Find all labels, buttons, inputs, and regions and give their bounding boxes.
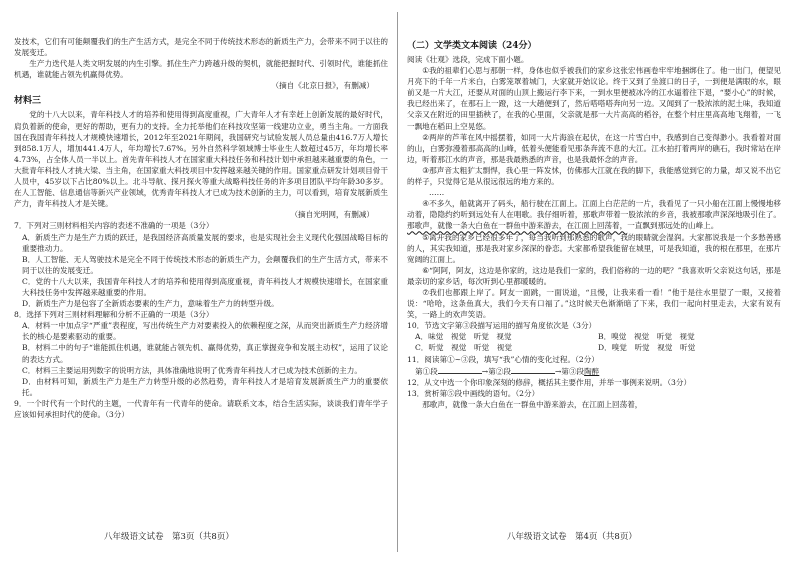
q8-option-a: A．材料一中加点字“严重”表程度，写出传统生产力对要素投入的依赖程度之深，从而突出新质生产力经济增长的核心是要素驱动的重要。 [22, 321, 388, 342]
paragraph-6-number: ⑥ [422, 265, 430, 275]
paragraph-4-number: ④ [422, 199, 430, 209]
q13-quote: 那歌声，就像一条大白鱼在一群鱼中游来游去，在江面上回荡着， [422, 399, 643, 409]
question-7: 7．下列对三则材料相关内容的表述不准确的一项是（3分） [14, 221, 214, 231]
q7-option-b: B．人工智能、无人驾驶技术是完全不同于传统技术形态的新质生产力，会颠覆我们的生产生活方式，带来不同于以往的发展变迁。 [22, 254, 388, 275]
paragraph-2-text: 两岸的芦苇在风中摇摆着，如同一大片海浪在起伏，在这一片雪白中，我感到自己变得渺小。我看着对面的山，白雾弥漫着那高高的山峰，低着头便能看见那条奔流不息的大江。江水拍打着两岸的礁石，我时常站在岸边，听着那江水的声音，那是我最熟悉的声音，也是我最怀念的声音。 [407, 132, 781, 164]
ellipsis: …… [429, 188, 445, 198]
q11-answer-line [407, 365, 781, 377]
question-13: 13．赏析第⑤段中画线的语句。（2分） [407, 388, 540, 398]
material2-continued: 发技术，它们有可能颠覆我们的生产生活方式，是完全不同于传统技术形态的新质生产力，会带来不同于以往的发展变迁。 [14, 37, 388, 58]
paragraph-5 [407, 232, 781, 265]
page-3-footer: 八年级语文试卷 第3页（共8页） [104, 532, 234, 542]
q7-option-d: D．新质生产力是包容了全新质态要素的生产力，意味着生产力的转型升级。 [22, 299, 279, 309]
material2-paragraph: 生产力迭代是人类文明发展的内生引擎。抓住生产力跨越升级的契机，就能把握时代、引领时代，谁能抓住机遇，谁就能占领先机赢得优势。 [14, 59, 388, 80]
reading-instruction: 阅读《壮观》选段，完成下面小题。 [407, 55, 529, 64]
question-12: 12．从文中选一个你印象深刻的修辞，概括其主要作用，并举一事例来说明。（3分） [407, 377, 692, 387]
question-10: 10．节选文字第③段描写运用的描写角度依次是（3分） [407, 321, 597, 331]
question-11: 11．阅读第①~③段，填写“我”心情的变化过程。（2分） [407, 354, 599, 364]
material3-source: （摘自光明网，有删减） [290, 210, 374, 220]
paragraph-3 [407, 165, 781, 187]
q8-option-c: C．材料三主要运用列数字的说明方法，具体准确地说明了优秀青年科技人才已成为技术创新的主力。 [22, 365, 362, 375]
paragraph-7-number: ⑦ [422, 287, 430, 297]
q10-options-row-1 [407, 331, 781, 342]
paragraph-6-text: “阿阿，阿友，这边是你家的，这边是我们一家的，我们俗称的一边的吧？”我喜欢听父亲说这句话，那是最亲切的家乡话，每次听到心里都暖暖的。 [407, 265, 782, 286]
paragraph-6 [407, 265, 781, 287]
q10-options-row-2 [407, 342, 781, 353]
material3-paragraph: 党的十八大以来，青年科技人才的培养和使用得到高度重视，广大青年人才有幸赶上创新发展的最好时代，肩负着新的使命，更好的帮助，更有力的支持。全力托举他们在科技攻坚第一线建功立业，勇当主角。一方面我国在我国青年科技人才规模快速增长，2012年至2021年期间，我国研究与试验发展人员总量由416.7万人增长到858.1万人，增加441.4万人，年均增长7.67%。另外自然科学领域博士毕业生人数超过45万，年均增长率4.73%，占全体人员一半以上。首先青年科技人才在国家重大科技任务和科技计划中承担越来越重要的角色，一大批青年科技人才挑大梁、当主角，在国家重大科技项目中发挥越来越关键的作用。国家重点研发计划项目骨干人员中，45岁以下占比80%以上。北斗导航、探月探火等重大战略科技任务的许多项目团队平均年龄30多岁。在人工智能、信息通信等新兴产业领域，优秀青年科技人才已成为技术创新的主力，可以看到，培育发展新质生产力，青年科技人才是关键。 [14, 110, 388, 209]
q7-option-c: C．党的十八大以来，我国青年科技人才的培养和使用得到高度重视，青年科技人才规模快速增长，在国家重大科技任务中发挥越来越重要的作用。 [22, 276, 388, 297]
paragraph-1-number: ① [422, 66, 430, 76]
q10-option-d: D．嗅觉 听觉 视觉 听觉 [598, 343, 696, 353]
q8-option-d: D．由材料可知，新质生产力是生产力转型升级的必然趋势，青年科技人才是培育发展新质生产力的重要依托。 [22, 376, 388, 397]
page-3-content [14, 36, 388, 420]
paragraph-2 [407, 132, 781, 165]
paragraph-2-number: ② [422, 132, 430, 142]
question-9: 9．一个时代有一个时代的主题，一代青年有一代青年的使命。请联系文本，结合生活实际，谈谈我们青年学子应该如何承担时代的使命。（3分） [14, 398, 388, 419]
page-4-footer: 八年级语文试卷 第4页（共8页） [507, 532, 637, 542]
paragraph-1-text: 我的祖辈们心思与那朝一样，身体也似乎被我们的家乡这张宏伟画卷牢牢地捆绑住了。他一出门，便望见月亮下的千年一片米白，白雾笼罩着城门，大家就开始议论。终于又到了坐渡口的日子，一到便是满眼的水，眼前又是一片大江，还要从对面的山顶上搬运行李下来，一到水里便被冰冷的江水逼着往下退，“要小心”的时候，我已经出来了，在那石上一蹬，这一大趟便到了，然后嗒嗒嗒奔向另一边。又闻到了一股浓浓的泥土味，我知道父亲又在附近的田里插秧了，在我的心里面，父亲就是那一大片高高的稻谷，在整个村庄里高高地飞翔着，一飞一飘地在稻田上空晃悠。 [407, 66, 781, 131]
page-4 [397, 0, 794, 561]
q11-step-3: →第③段 [554, 366, 585, 376]
q11-step-2: →第②段 [481, 366, 511, 376]
paragraph-1 [407, 65, 781, 132]
question-8: 8．选择下列对三则材料理解和分析不正确的一项是（3分） [14, 310, 214, 320]
material2-source: （摘自《北京日报》，有删减） [271, 81, 374, 91]
q10-option-a: A．味觉 视觉 听觉 视觉 [415, 332, 512, 342]
q11-step-1: 第①段 [415, 366, 438, 376]
paragraph-5-text: 离开我的家乡已经很多年了，每当我听到那熟悉的歌声，我的眼睛就会湿润。大家都说我是一个多愁善感的人，其实我知道，那是我对家乡深深的眷恋。大家都希望我能留在城里，可是我知道，我的根在那里，在那片宽阔的江面上。 [407, 232, 781, 264]
section-title: （二）文学类文本阅读（24分） [407, 41, 537, 51]
q7-option-a: A．新质生产力是生产力质的跃迁，是我国经济高质量发展的要求，也是实现社会主义现代化强国战略目标的重要推动力。 [22, 232, 388, 253]
paragraph-4-underlined: 那歌声，就像一条大白鱼在一群鱼中游来游去，在江面上回荡着， [407, 221, 628, 231]
q10-option-c: C．听觉 视觉 听觉 视觉 [415, 343, 512, 353]
q11-given-answer: 陶醉 [584, 366, 600, 376]
q11-blank-1[interactable] [438, 365, 482, 374]
page-4-content [407, 36, 781, 410]
paragraph-3-number: ③ [422, 165, 430, 175]
paragraph-7 [407, 287, 781, 320]
q8-option-b: B．材料二中的句子“谁能抓住机遇，谁就能占领先机、赢得优势，真正掌握竞争和发展主动权”，运用了议论的表达方式。 [22, 343, 388, 364]
paragraph-4-text: 不多久，船就离开了码头，船行驶在江面上。江面上白茫茫的一片，我看见了一只小船在江面上慢慢地移动着，隐隐约约听到远处有人在唱歌。我仔细听着，那歌声带着一股浓浓的乡音，我被那歌声深深地吸引住了。 [407, 199, 781, 220]
paragraph-5-number: ⑤ [422, 232, 430, 242]
paragraph-3-text: 那声音太粗犷太剽悍，我心里一阵发怵，仿佛那大江就在我的脚下，我能感觉到它的力量，却又说不出它的样子，只觉得它是从很远很远的地方来的。 [407, 165, 781, 187]
material3-title: 材料三 [14, 96, 42, 107]
q10-option-b: B．嗅觉 视觉 听觉 视觉 [598, 332, 695, 342]
paragraph-4 [407, 198, 781, 231]
paragraph-4-tail: 一直飘到那远处的山峰上。 [627, 221, 719, 231]
q11-blank-2[interactable] [511, 365, 555, 374]
paragraph-7-text: 我们也都跟上岸了。阿友一面跳，一面说道，“且慢，让我来看一看！”他于是往水里望了一眼，又接着说：“哈哈，这条鱼真大，我们今天有口福了。”这时候天色渐渐暗了下来，我们一起向村里走去，大家有说有笑，一路上的欢声笑语。 [407, 287, 781, 320]
